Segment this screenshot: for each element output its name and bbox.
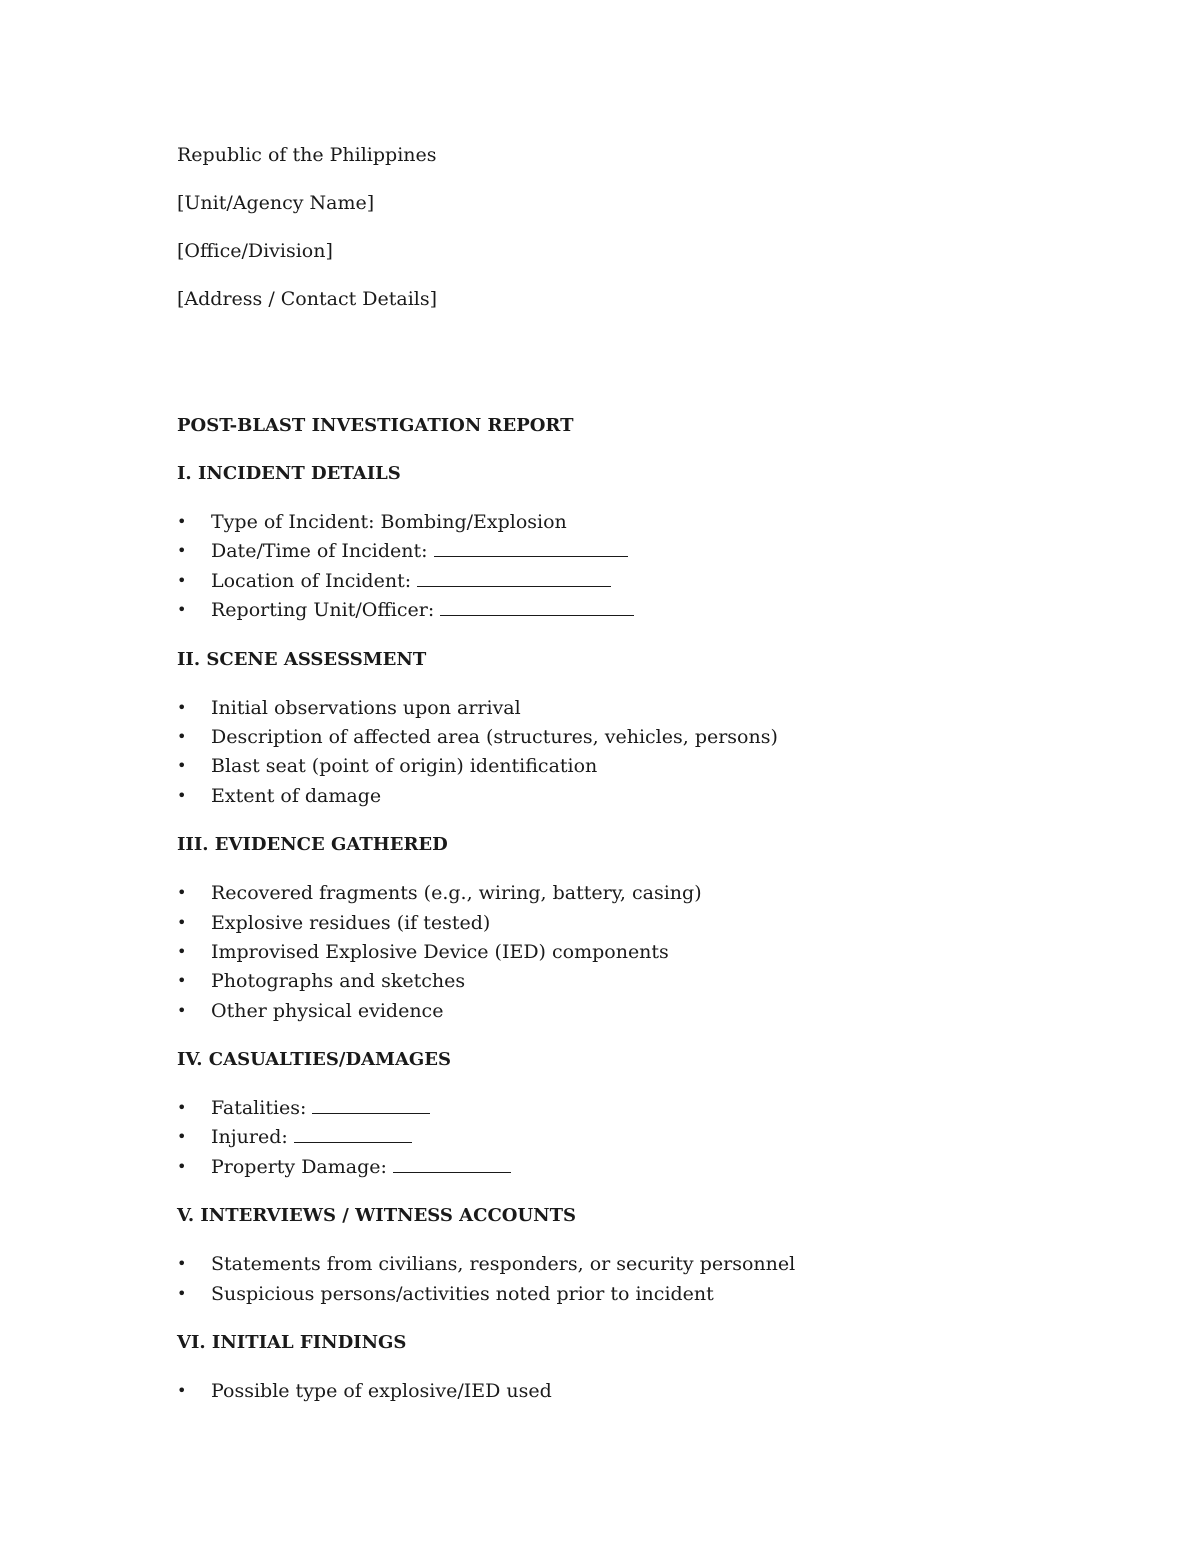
letterhead-agency: [Unit/Agency Name] — [177, 192, 375, 214]
list-item-text: Explosive residues (if tested) — [211, 911, 491, 934]
list-item-text: Photographs and sketches — [211, 970, 466, 993]
bullet-icon: • — [177, 726, 187, 746]
bullet-icon: • — [177, 1254, 187, 1274]
section-heading-incident-details: I. INCIDENT DETAILS — [177, 463, 401, 484]
list-item — [177, 1250, 1077, 1279]
list-item — [177, 508, 1077, 537]
incident-details-list — [177, 508, 1077, 626]
report-body — [177, 412, 1077, 1426]
letterhead-address: [Address / Contact Details] — [177, 288, 438, 310]
bullet-icon: • — [177, 1127, 187, 1147]
list-item — [177, 567, 1077, 596]
report-title: POST-BLAST INVESTIGATION REPORT — [177, 415, 574, 436]
section-heading-scene-assessment: II. SCENE ASSESSMENT — [177, 648, 427, 670]
list-item — [177, 879, 1077, 908]
section-heading-interviews-witness-accounts: V. INTERVIEWS / WITNESS ACCOUNTS — [177, 1205, 576, 1227]
bullet-icon: • — [177, 512, 187, 531]
bullet-icon: • — [177, 883, 187, 903]
list-item — [177, 1377, 1077, 1406]
casualties-damages-list — [177, 1094, 1077, 1182]
list-item-text: Description of affected area (structures, vehicles, persons) — [211, 725, 778, 748]
fill-in-blank — [294, 1124, 412, 1143]
list-item-text: Date/Time of Incident: — [211, 540, 428, 563]
initial-findings-list — [177, 1377, 1077, 1406]
bullet-icon: • — [177, 941, 187, 961]
fill-in-blank — [417, 568, 611, 587]
fill-in-blank — [312, 1095, 430, 1114]
bullet-icon: • — [177, 756, 187, 776]
bullet-icon: • — [177, 1098, 187, 1118]
list-item — [177, 1094, 1077, 1123]
bullet-icon: • — [177, 785, 187, 805]
bullet-icon: • — [177, 971, 187, 991]
evidence-gathered-list — [177, 879, 1077, 1026]
section-heading-evidence-gathered: III. EVIDENCE GATHERED — [177, 834, 448, 856]
list-item — [177, 752, 1077, 781]
fill-in-blank — [434, 538, 628, 557]
list-item-text: Property Damage: — [211, 1155, 387, 1178]
list-item-text: Suspicious persons/activities noted prior to incident — [211, 1282, 714, 1305]
letterhead — [177, 141, 437, 333]
bullet-icon: • — [177, 541, 187, 561]
list-item — [177, 723, 1077, 752]
section-heading-initial-findings: VI. INITIAL FINDINGS — [177, 1332, 407, 1354]
bullet-icon: • — [177, 1000, 187, 1020]
bullet-icon: • — [177, 912, 187, 932]
fill-in-blank — [393, 1154, 511, 1173]
list-item — [177, 782, 1077, 811]
list-item — [177, 537, 1077, 566]
list-item — [177, 909, 1077, 938]
list-item-text: Location of Incident: — [211, 569, 412, 592]
list-item-text: Extent of damage — [211, 784, 382, 807]
letterhead-office: [Office/Division] — [177, 240, 333, 262]
list-item-text: Reporting Unit/Officer: — [211, 599, 435, 622]
letterhead-country: Republic of the Philippines — [177, 144, 437, 166]
list-item-text: Improvised Explosive Device (IED) components — [211, 940, 669, 963]
fill-in-blank — [440, 597, 634, 616]
list-item-text: Recovered fragments (e.g., wiring, battery, casing) — [211, 882, 702, 905]
list-item-text: Injured: — [211, 1126, 288, 1149]
section-heading-casualties-damages: IV. CASUALTIES/DAMAGES — [177, 1049, 452, 1071]
list-item — [177, 967, 1077, 996]
list-item-text: Statements from civilians, responders, or security personnel — [211, 1253, 796, 1276]
bullet-icon: • — [177, 697, 187, 717]
bullet-icon: • — [177, 1156, 187, 1176]
list-item — [177, 694, 1077, 723]
list-item-text: Possible type of explosive/IED used — [211, 1380, 552, 1403]
list-item — [177, 1280, 1077, 1309]
list-item — [177, 596, 1077, 625]
scene-assessment-list — [177, 694, 1077, 812]
list-item-text: Fatalities: — [211, 1097, 307, 1120]
list-item — [177, 997, 1077, 1026]
list-item — [177, 1123, 1077, 1152]
list-item-text: Other physical evidence — [211, 999, 444, 1022]
list-item-text: Type of Incident: Bombing/Explosion — [211, 511, 567, 533]
bullet-icon: • — [177, 570, 187, 590]
bullet-icon: • — [177, 1283, 187, 1303]
list-item — [177, 938, 1077, 967]
bullet-icon: • — [177, 600, 187, 620]
interviews-list — [177, 1250, 1077, 1309]
list-item-text: Initial observations upon arrival — [211, 696, 521, 719]
bullet-icon: • — [177, 1381, 187, 1401]
list-item — [177, 1153, 1077, 1182]
list-item-text: Blast seat (point of origin) identification — [211, 755, 598, 778]
